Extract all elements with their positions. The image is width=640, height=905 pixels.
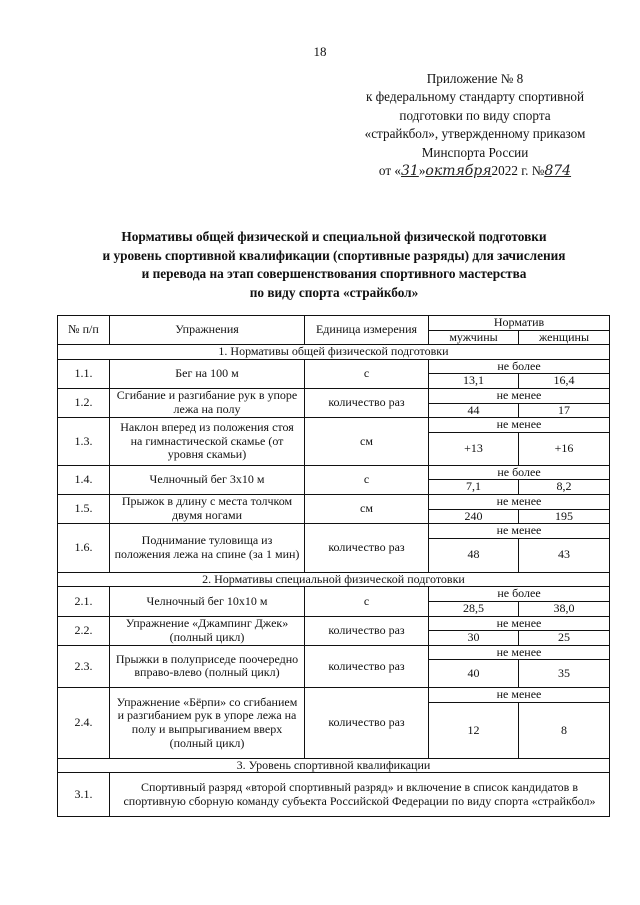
- men-value: 7,1: [429, 480, 519, 495]
- exercise-name: Упражнение «Джампинг Джек» (полный цикл): [110, 616, 305, 645]
- women-value: 16,4: [519, 374, 610, 389]
- norm-level: не более: [429, 587, 610, 602]
- exercise-name: Упражнение «Бёрпи» со сгибанием и разгибанием рук в упоре лежа на полу и выпрыгиванием вверх (полный цикл): [110, 688, 305, 759]
- row-number: 1.5.: [58, 494, 110, 523]
- document-heading: [60, 228, 608, 302]
- women-value: 43: [519, 538, 610, 572]
- row-number: 2.2.: [58, 616, 110, 645]
- header-men: мужчины: [429, 330, 519, 345]
- norms-table: [57, 315, 610, 817]
- appendix-line: к федеральному стандарту спортивной: [365, 89, 585, 105]
- section-row: [58, 345, 610, 360]
- row-number: 1.1.: [58, 359, 110, 388]
- norm-level: не менее: [429, 688, 610, 703]
- date-year: 2022 г. №: [491, 163, 545, 179]
- section-title: 3. Уровень спортивной квалификации: [58, 758, 610, 773]
- appendix-line: Минспорта России: [421, 144, 529, 160]
- women-value: 35: [519, 660, 610, 688]
- exercise-name: Сгибание и разгибание рук в упоре лежа на полу: [110, 388, 305, 417]
- exercise-name: Прыжок в длину с места толчком двумя ногами: [110, 494, 305, 523]
- norm-level: не менее: [429, 388, 610, 403]
- norm-level: не менее: [429, 616, 610, 631]
- header-norm: Норматив: [429, 316, 610, 331]
- section-title: 2. Нормативы специальной физической подготовки: [58, 572, 610, 587]
- row-number: 1.6.: [58, 524, 110, 573]
- women-value: 17: [519, 403, 610, 418]
- unit-of-measure: количество раз: [305, 645, 429, 688]
- women-value: +16: [519, 432, 610, 465]
- unit-of-measure: с: [305, 587, 429, 616]
- men-value: 48: [429, 538, 519, 572]
- appendix-line: подготовки по виду спорта: [399, 107, 551, 123]
- section-row: [58, 758, 610, 773]
- heading-line: и уровень спортивной квалификации (спортивные разряды) для зачисления: [102, 247, 566, 263]
- page-number: 18: [313, 44, 327, 59]
- header-num: № п/п: [58, 316, 110, 345]
- men-value: 30: [429, 631, 519, 646]
- table-row: [58, 645, 610, 660]
- men-value: 12: [429, 702, 519, 758]
- heading-line: Нормативы общей физической и специальной физической подготовки: [121, 229, 547, 244]
- exercise-name: Прыжки в полуприседе поочередно вправо-влево (полный цикл): [110, 645, 305, 688]
- row-number: 2.1.: [58, 587, 110, 616]
- norm-level: не менее: [429, 418, 610, 433]
- exercise-name: Бег на 100 м: [110, 359, 305, 388]
- header-unit: Единица измерения: [305, 316, 429, 345]
- row-number: 2.4.: [58, 688, 110, 759]
- women-value: 38,0: [519, 601, 610, 616]
- table-row: [58, 616, 610, 631]
- section-title: 1. Нормативы общей физической подготовки: [58, 345, 610, 360]
- section-row: [58, 572, 610, 587]
- unit-of-measure: количество раз: [305, 616, 429, 645]
- row-number: 1.3.: [58, 418, 110, 466]
- order-number-handwritten: 874: [544, 163, 572, 180]
- row-number: 1.2.: [58, 388, 110, 417]
- women-value: 195: [519, 509, 610, 524]
- table-row: [58, 494, 610, 509]
- norm-level: не менее: [429, 645, 610, 660]
- men-value: 44: [429, 403, 519, 418]
- women-value: 8: [519, 702, 610, 758]
- table-row: [58, 359, 610, 374]
- row-number: 1.4.: [58, 465, 110, 494]
- unit-of-measure: с: [305, 465, 429, 494]
- norm-level: не более: [429, 359, 610, 374]
- date-prefix: от «: [378, 163, 401, 179]
- table-row: [58, 688, 610, 703]
- heading-line: по виду спорта «страйкбол»: [249, 284, 419, 300]
- unit-of-measure: количество раз: [305, 524, 429, 573]
- table-row: [58, 388, 610, 403]
- men-value: 13,1: [429, 374, 519, 389]
- men-value: 240: [429, 509, 519, 524]
- unit-of-measure: с: [305, 359, 429, 388]
- norm-level: не менее: [429, 494, 610, 509]
- appendix-block: [330, 70, 620, 180]
- appendix-title: Приложение № 8: [426, 71, 524, 86]
- norm-level: не более: [429, 465, 610, 480]
- men-value: 28,5: [429, 601, 519, 616]
- row-number: 2.3.: [58, 645, 110, 688]
- header-women: женщины: [519, 330, 610, 345]
- appendix-line: «страйкбол», утвержденному приказом: [364, 126, 586, 142]
- date-month-handwritten: октября: [425, 163, 492, 180]
- unit-of-measure: см: [305, 494, 429, 523]
- norm-level: не менее: [429, 524, 610, 539]
- men-value: +13: [429, 432, 519, 465]
- order-date-line: [330, 162, 620, 180]
- unit-of-measure: количество раз: [305, 688, 429, 759]
- qualification-text: Спортивный разряд «второй спортивный разряд» и включение в список кандидатов в спортивную сборную команду субъекта Российской Федерации по виду спорта «страйкбол»: [110, 773, 610, 817]
- table-row: [58, 418, 610, 433]
- unit-of-measure: см: [305, 418, 429, 466]
- unit-of-measure: количество раз: [305, 388, 429, 417]
- date-day-handwritten: 31: [401, 163, 419, 180]
- exercise-name: Поднимание туловища из положения лежа на спине (за 1 мин): [110, 524, 305, 573]
- women-value: 8,2: [519, 480, 610, 495]
- table-row: [58, 773, 610, 817]
- women-value: 25: [519, 631, 610, 646]
- table-row: [58, 524, 610, 539]
- exercise-name: Челночный бег 3х10 м: [110, 465, 305, 494]
- heading-line: и перевода на этап совершенствования спортивного мастерства: [141, 266, 527, 282]
- table-header-row: [58, 316, 610, 331]
- men-value: 40: [429, 660, 519, 688]
- exercise-name: Наклон вперед из положения стоя на гимнастической скамье (от уровня скамьи): [110, 418, 305, 466]
- date-mid: »: [418, 163, 426, 179]
- table-row: [58, 465, 610, 480]
- table-row: [58, 587, 610, 602]
- exercise-name: Челночный бег 10х10 м: [110, 587, 305, 616]
- row-number: 3.1.: [58, 773, 110, 817]
- header-exercise: Упражнения: [110, 316, 305, 345]
